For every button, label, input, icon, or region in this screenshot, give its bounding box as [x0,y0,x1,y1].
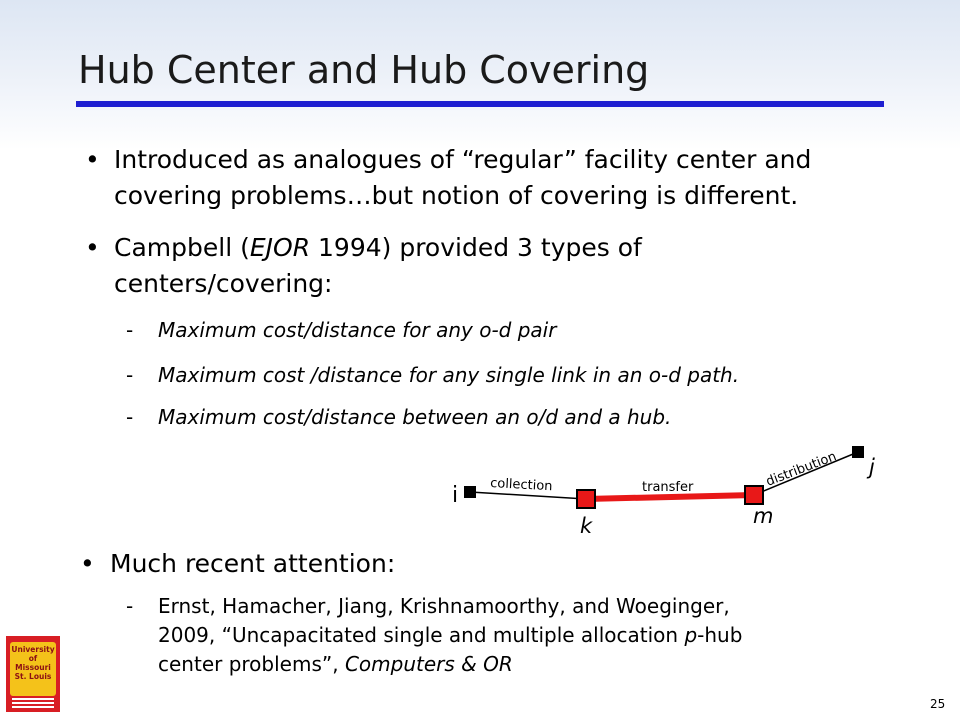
bullet-marker: • [85,233,100,262]
hub-node-k [577,490,595,508]
hub-path-diagram [440,430,900,550]
bullet-marker: • [80,549,95,578]
sub-item-dash: - [126,363,134,387]
link-label-transfer: transfer [642,480,694,495]
logo-shield [10,642,56,696]
reference-line-2 [158,621,878,650]
reference-line-3-pre: center problems”, [158,652,345,676]
logo-line-1: University [11,645,55,654]
collection-link [470,492,586,499]
bullet-2-post: 1994) provided 3 types of [310,233,642,262]
bullet-1-line-2: covering problems…but notion of covering is different. [114,181,799,210]
title-underline [76,101,884,107]
sub-item-dash: - [126,405,134,429]
bullet-1-line-1: Introduced as analogues of “regular” facility center and [114,145,812,174]
university-logo [6,636,60,712]
node-label-k: k [580,514,593,538]
logo-stripes [12,698,54,708]
bullet-marker: • [85,145,100,174]
sub-item-3: Maximum cost/distance between an o/d and a hub. [158,405,672,429]
sub-item-2: Maximum cost /distance for any single link in an o-d path. [158,363,740,387]
node-label-i: i [452,483,459,508]
logo-line-3: St. Louis [14,672,52,681]
sub-item-dash: - [126,318,134,342]
reference-line-3 [158,650,878,679]
reference-citation [158,592,878,679]
recent-attention-text: Much recent attention: [110,549,396,578]
sub-item-1: Maximum cost/distance for any o-d pair [158,318,557,342]
origin-node-i [464,486,476,498]
bullet-2-line-1 [114,230,904,266]
node-label-j: j [869,455,875,479]
hub-node-m [745,486,763,504]
reference-line-2-post: -hub [697,623,743,647]
transfer-link [586,495,754,499]
destination-node-j [852,446,864,458]
reference-line-2-pre: 2009, “Uncapacitated single and multiple allocation [158,623,685,647]
reference-line-1: Ernst, Hamacher, Jiang, Krishnamoorthy, and Woeginger, [158,594,730,618]
slide-title: Hub Center and Hub Covering [78,48,650,92]
bullet-2-text [114,230,904,302]
page-number: 25 [930,697,946,711]
logo-line-2: of Missouri [15,654,51,672]
bullet-1-text [114,142,904,214]
node-label-m: m [753,504,774,528]
bullet-2-pre: Campbell ( [114,233,250,262]
reference-dash: - [126,594,134,618]
link-label-distribution: distribution [764,449,839,490]
journal-ejor: EJOR [249,233,311,262]
link-label-collection: collection [489,476,553,495]
journal-computers-or: Computers & OR [344,652,513,676]
reference-p-italic: p [684,623,698,647]
bullet-2-line-2: centers/covering: [114,269,333,298]
